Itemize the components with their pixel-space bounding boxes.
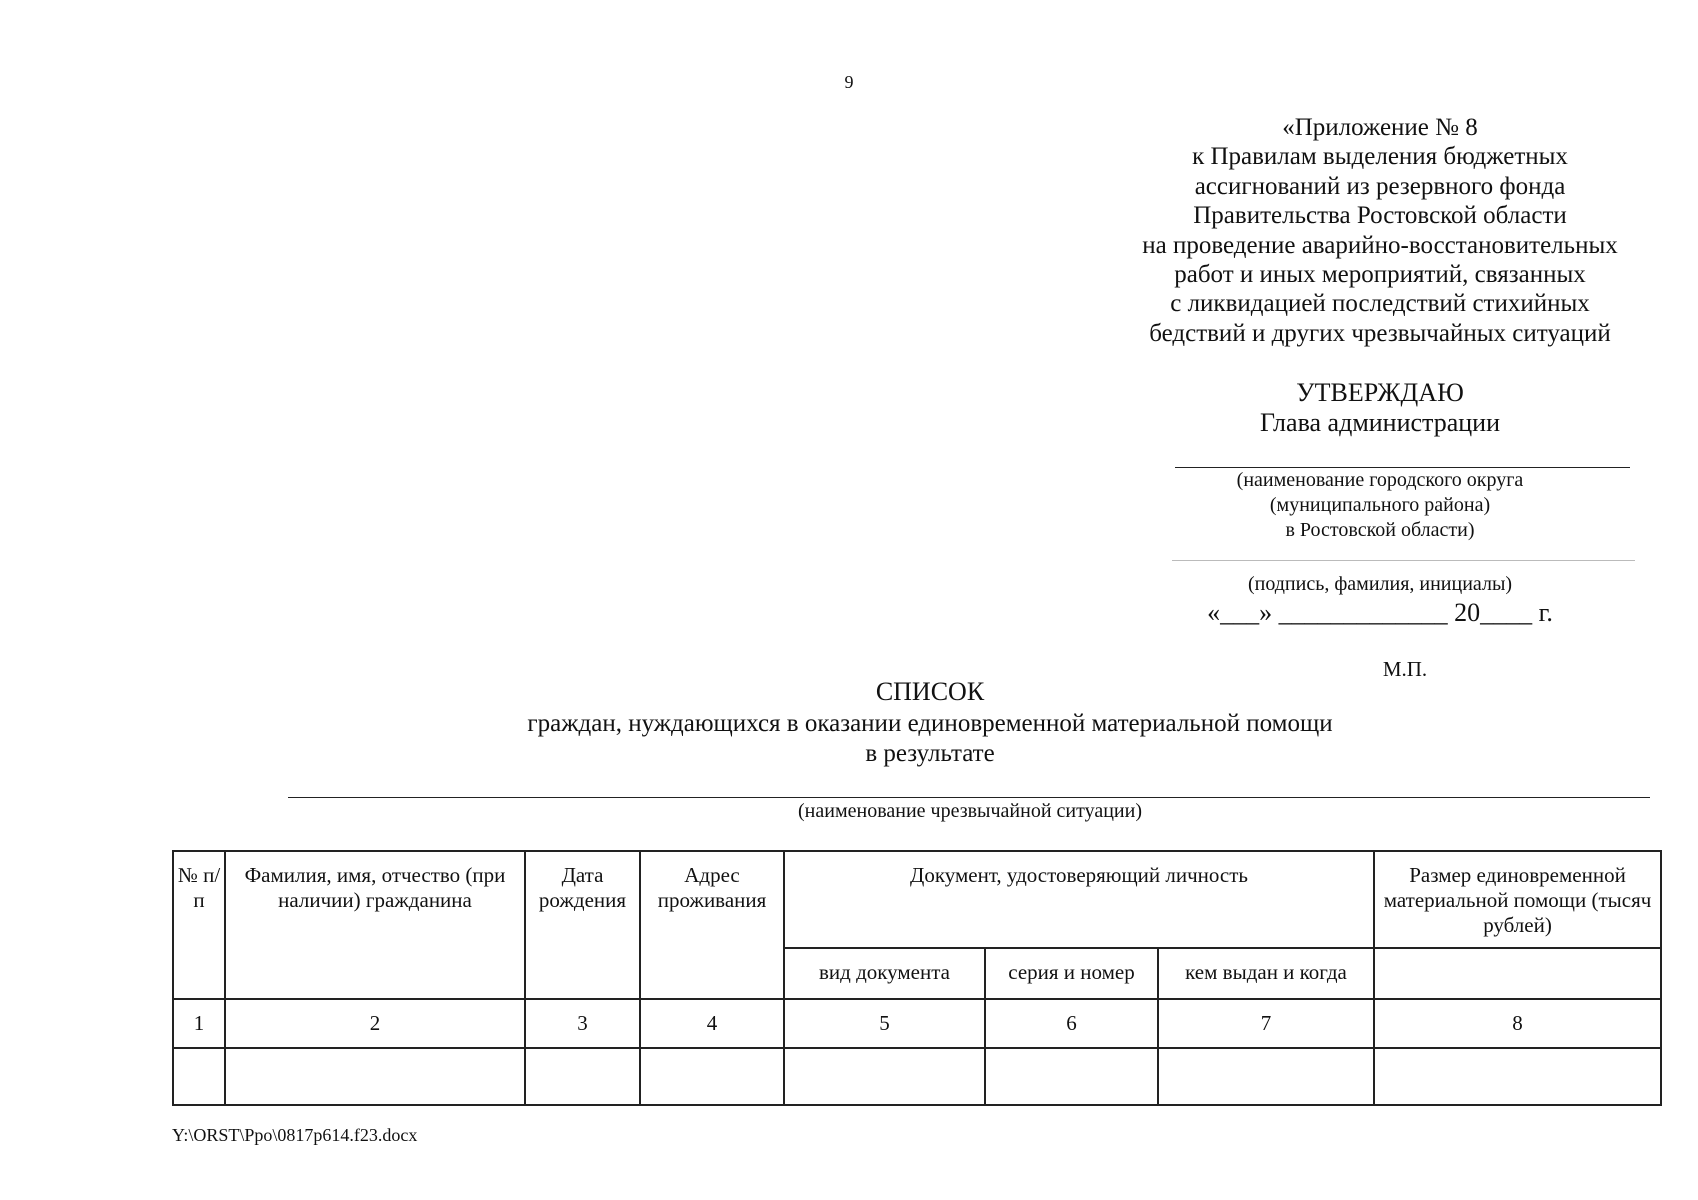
citizens-table: [172, 850, 1662, 1106]
list-subtitle-line: граждан, нуждающихся в оказании единовременной материальной помощи: [527, 710, 1333, 737]
column-number: 1: [173, 999, 225, 1048]
approval-role: Глава администрации: [1259, 408, 1501, 437]
appendix-line: работ и иных мероприятий, связанных: [1174, 261, 1586, 289]
page-number: 9: [844, 72, 854, 92]
table-cell: [1374, 1048, 1661, 1105]
district-caption: [1150, 468, 1610, 543]
column-number: 6: [985, 999, 1158, 1048]
header-identity-document: Документ, удостоверяющий личность: [784, 851, 1374, 948]
appendix-line: Правительства Ростовской области: [1193, 202, 1567, 230]
column-number-row: [173, 999, 1661, 1048]
district-caption-line: (наименование городского округа: [1236, 469, 1524, 491]
stamp-mark: М.П.: [1382, 657, 1428, 681]
header-birth-date: Дата рождения: [525, 851, 640, 999]
table-cell: [784, 1048, 985, 1105]
appendix-reference: [1100, 113, 1660, 348]
header-aid-amount: Размер единовременной материальной помощи (тысяч рублей): [1374, 851, 1661, 948]
column-number: 3: [525, 999, 640, 1048]
table-row: [173, 1048, 1661, 1105]
header-full-name: Фамилия, имя, отчество (при наличии) гражданина: [225, 851, 525, 999]
column-number: 4: [640, 999, 784, 1048]
district-caption-line: (муниципального района): [1269, 494, 1491, 516]
subheader-empty: [1374, 948, 1661, 999]
signature-line: [1172, 560, 1635, 561]
subheader-issued-by: кем выдан и когда: [1158, 948, 1374, 999]
table-header-row: [173, 851, 1661, 948]
header-address: Адрес проживания: [640, 851, 784, 999]
table-cell: [985, 1048, 1158, 1105]
list-title: СПИСОК: [875, 677, 985, 706]
table-cell: [173, 1048, 225, 1105]
appendix-line: к Правилам выделения бюджетных: [1192, 143, 1568, 171]
list-subtitle-line: в результате: [865, 740, 995, 767]
subheader-series-number: серия и номер: [985, 948, 1158, 999]
appendix-line: бедствий и других чрезвычайных ситуаций: [1149, 319, 1611, 347]
approval-date-line: «___» _____________ 20____ г.: [1207, 598, 1553, 627]
approval-title: УТВЕРЖДАЮ: [1296, 378, 1464, 407]
appendix-line: «Приложение № 8: [1282, 114, 1478, 141]
list-subtitle: [300, 709, 1560, 769]
signature-caption: (подпись, фамилия, инициалы): [1247, 573, 1513, 595]
emergency-caption: (наименование чрезвычайной ситуации): [798, 800, 1142, 822]
table-cell: [640, 1048, 784, 1105]
table-cell: [225, 1048, 525, 1105]
appendix-line: с ликвидацией последствий стихийных: [1170, 290, 1590, 318]
subheader-document-type: вид документа: [784, 948, 985, 999]
district-caption-line: в Ростовской области): [1285, 519, 1475, 541]
table-cell: [1158, 1048, 1374, 1105]
column-number: 2: [225, 999, 525, 1048]
header-num: № п/п: [173, 851, 225, 999]
column-number: 5: [784, 999, 985, 1048]
column-number: 8: [1374, 999, 1661, 1048]
column-number: 7: [1158, 999, 1374, 1048]
table-cell: [525, 1048, 640, 1105]
document-filename: Y:\ORST\Ppo\0817p614.f23.docx: [172, 1125, 418, 1145]
appendix-line: ассигнований из резервного фонда: [1194, 172, 1566, 200]
emergency-name-line: [288, 797, 1650, 798]
appendix-line: на проведение аварийно-восстановительных: [1142, 231, 1618, 259]
